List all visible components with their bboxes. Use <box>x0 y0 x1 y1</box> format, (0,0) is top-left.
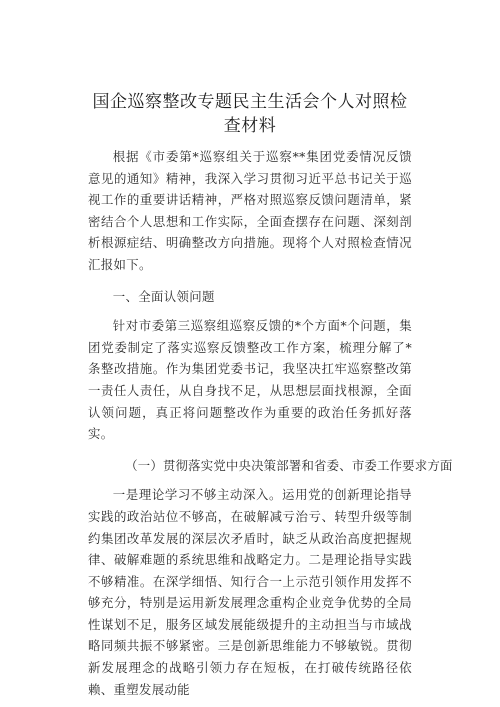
intro-paragraph: 根据《市委第*巡察组关于巡察**集团党委情况反馈意见的通知》精神，我深入学习贯彻习近平总书记关于巡视工作的重要讲话精神，严格对照巡察反馈问题清单，紧密结合个人思想和工作实际，全面查摆存在问题、深刻剖析根源症结、明确整改方向措施。现将个人对照检查情况汇报如下。 <box>88 149 412 272</box>
subsection-heading: （一）贯彻落实党中央决策部署和省委、市委工作要求方面 <box>125 457 453 473</box>
subsection-paragraph: 一是理论学习不够主动深入。运用党的创新理论指导实践的政治站位不够高，在破解减亏治亏、转型升级等制约集团改革发展的深层次矛盾时，缺乏从政治高度把握规律、破解难题的系统思维和战略定力。二是理论指导实践不够精准。在深学细悟、知行合一上示范引领作用发挥不够充分，特别是运用新发展理念重构企业竞争优势的全局性谋划不足，服务区域发展能级提升的主动担当与市域战略同频共振不够紧密。三是创新思维能力不够敏锐。贯彻新发展理念的战略引领力存在短板，在打破传统路径依赖、重塑发展动能 <box>88 487 412 697</box>
section-paragraph: 针对市委第三巡察组巡察反馈的*个方面*个问题，集团党委制定了落实巡察反馈整改工作方案，梳理分解了*条整改措施。作为集团党委书记，我坚决扛牢巡察整改第一责任人责任，从自身找不足，从思想层面找根源，全面认领问题，真正将问题整改作为重要的政治任务抓好落实。 <box>88 318 412 442</box>
section-heading: 一、全面认领问题 <box>112 288 215 304</box>
document-title: 国企巡察整改专题民主生活会个人对照检查材料 <box>92 92 408 136</box>
